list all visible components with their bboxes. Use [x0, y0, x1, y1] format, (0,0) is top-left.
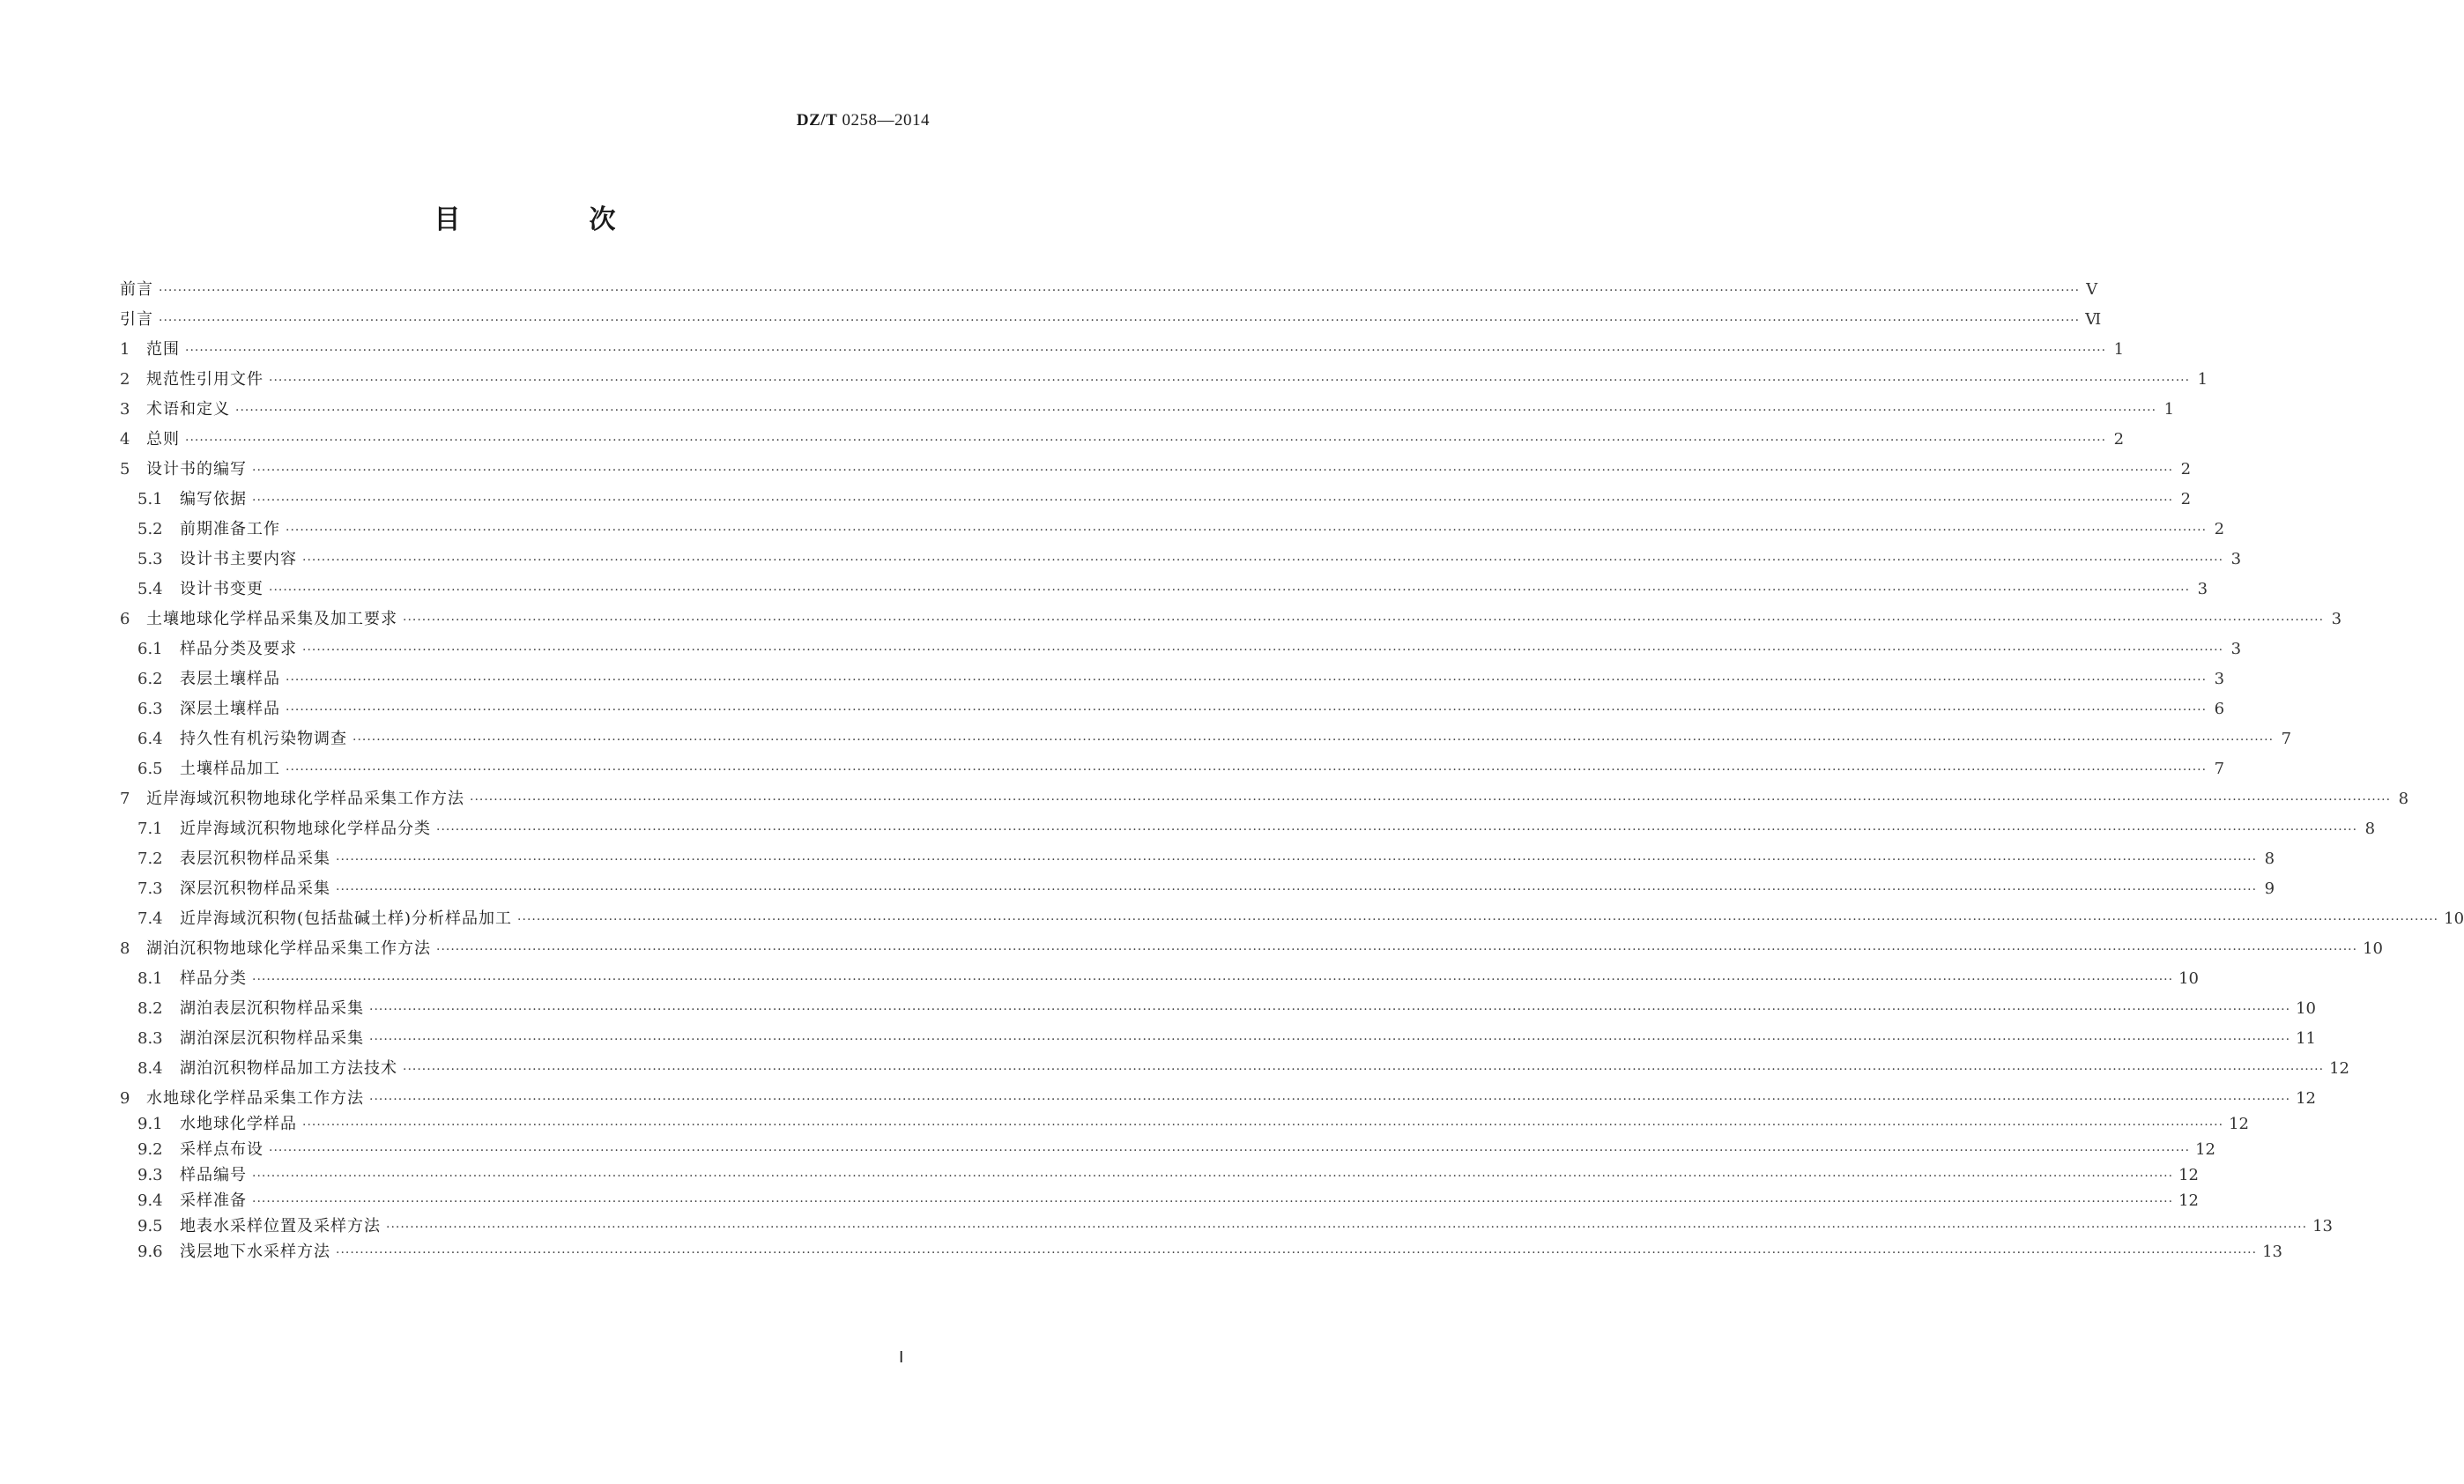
toc-entry[interactable]: [137, 1140, 2215, 1159]
toc-entry[interactable]: [137, 640, 2242, 658]
toc-entry-number: 7.4: [137, 909, 163, 928]
toc-leader-dots: ················································································································································································································································································································································································································: [470, 793, 2392, 807]
toc-entry-label: 规范性引用文件: [146, 370, 263, 389]
toc-leader-dots: ················································································································································································································································································································································································································: [436, 943, 2358, 957]
toc-entry-label: 湖泊表层沉积物样品采集: [180, 999, 364, 1018]
toc-entry-number: 6.2: [137, 670, 163, 688]
toc-entry-number: 9.1: [137, 1115, 163, 1133]
toc-entry[interactable]: [137, 1059, 2349, 1078]
toc-entry-label: 设计书的编写: [146, 460, 247, 479]
toc-entry-number: 8.2: [137, 999, 163, 1018]
toc-leader-dots: ················································································································································································································································································································································································································: [336, 1246, 2258, 1260]
toc-entry-number: 9: [120, 1089, 130, 1108]
toc-entry-number: 9.6: [137, 1243, 163, 1261]
toc-entry[interactable]: [120, 610, 2342, 628]
toc-entry[interactable]: [120, 370, 2208, 389]
toc-entry-number: 6.3: [137, 700, 163, 718]
toc-leader-dots: ················································································································································································································································································································································································································: [185, 434, 2107, 448]
toc-entry-page: 12: [2178, 1166, 2199, 1184]
toc-leader-dots: ················································································································································································································································································································································································································: [286, 703, 2208, 717]
toc-entry-page: 2: [2113, 430, 2125, 449]
toc-entry-page: 12: [2178, 1191, 2199, 1210]
toc-entry[interactable]: [120, 1089, 2316, 1108]
toc-entry-page: 8: [2264, 850, 2275, 868]
toc-entry-page: 1: [2113, 340, 2125, 359]
toc-entry[interactable]: [137, 999, 2316, 1018]
toc-entry[interactable]: [137, 520, 2225, 538]
toc-leader-dots: ················································································································································································································································································································································································································: [517, 913, 2439, 927]
page-title: 目 次: [434, 204, 667, 235]
toc-leader-dots: ················································································································································································································································································································································································································: [302, 553, 2224, 568]
standard-code-number: 0258—2014: [842, 111, 930, 130]
toc-entry-label: 深层沉积物样品采集: [180, 879, 330, 898]
toc-leader-dots: ················································································································································································································································································································································································································: [403, 1063, 2325, 1077]
toc-entry[interactable]: [137, 730, 2292, 748]
toc-entry-label: 设计书主要内容: [180, 550, 297, 568]
toc-leader-dots: ················································································································································································································································································································································································································: [436, 823, 2358, 837]
toc-leader-dots: ················································································································································································································································································································································································································: [302, 1118, 2224, 1132]
toc-entry-label: 湖泊沉积物地球化学样品采集工作方法: [146, 939, 431, 958]
toc-entry-label: 设计书变更: [180, 580, 263, 598]
toc-entry[interactable]: [137, 1115, 2249, 1133]
toc-entry-number: 5.4: [137, 580, 163, 598]
standard-code-prefix: DZ/T: [796, 111, 838, 130]
toc-leader-dots: ················································································································································································································································································································································································································: [252, 973, 2174, 987]
toc-entry-number: 8.4: [137, 1059, 163, 1078]
toc-entry[interactable]: [120, 790, 2409, 808]
toc-entry-number: 6.5: [137, 760, 163, 778]
toc-entry-label: 表层土壤样品: [180, 670, 280, 688]
toc-entry[interactable]: [137, 969, 2199, 988]
toc-entry[interactable]: [120, 430, 2125, 449]
toc-entry-number: 8.1: [137, 969, 163, 988]
toc-entry[interactable]: [137, 820, 2376, 838]
toc-entry[interactable]: [137, 1166, 2199, 1184]
toc-leader-dots: ················································································································································································································································································································································································································: [252, 464, 2174, 478]
toc-entry-number: 3: [120, 400, 130, 419]
toc-leader-dots: ················································································································································································································································································································································································································: [235, 404, 2157, 418]
toc-entry[interactable]: [120, 340, 2125, 359]
toc-entry-label: 术语和定义: [146, 400, 230, 419]
toc-entry[interactable]: [137, 879, 2275, 898]
toc-entry-label: 水地球化学样品: [180, 1115, 297, 1133]
toc-leader-dots: ················································································································································································································································································································································································································: [269, 583, 2191, 597]
toc-entry[interactable]: [137, 1243, 2282, 1261]
toc-leader-dots: ················································································································································································································································································································································································································: [252, 493, 2174, 508]
toc-entry-page: 2: [2180, 490, 2192, 508]
toc-entry-number: 6.1: [137, 640, 163, 658]
toc-entry-page: 3: [2331, 610, 2342, 628]
toc-entry-page: 8: [2398, 790, 2409, 808]
toc-entry-label: 浅层地下水采样方法: [180, 1243, 330, 1261]
toc-entry-number: 5: [120, 460, 130, 479]
toc-entry-page: Ⅴ: [2086, 280, 2098, 299]
toc-entry-page: 7: [2214, 760, 2225, 778]
toc-leader-dots: ················································································································································································································································································································································································································: [269, 374, 2191, 388]
toc-leader-dots: ················································································································································································································································································································································································································: [269, 1144, 2191, 1158]
toc-entry[interactable]: [120, 400, 2175, 419]
toc-entry-page: 13: [2262, 1243, 2282, 1261]
toc-entry-label: 编写依据: [180, 490, 247, 508]
toc-entry-number: 9.3: [137, 1166, 163, 1184]
toc-entry[interactable]: [137, 1217, 2333, 1235]
toc-entry[interactable]: [137, 1191, 2199, 1210]
toc-entry-number: 7.1: [137, 820, 163, 838]
toc-leader-dots: ················································································································································································································································································································································································································: [336, 883, 2258, 897]
toc-leader-dots: ················································································································································································································································································································································································································: [159, 314, 2081, 328]
toc-entry-label: 前言: [120, 280, 153, 299]
toc-entry-label: 持久性有机污染物调查: [180, 730, 347, 748]
toc-leader-dots: ················································································································································································································································································································································································································: [185, 344, 2107, 358]
toc-leader-dots: ················································································································································································································································································································································································································: [369, 1093, 2291, 1107]
toc-entry[interactable]: [137, 760, 2225, 778]
toc-entry-label: 前期准备工作: [180, 520, 280, 538]
toc-leader-dots: ················································································································································································································································································································································································································: [369, 1003, 2291, 1017]
toc-entry-page: 3: [2214, 670, 2225, 688]
toc-leader-dots: ················································································································································································································································································································································································································: [386, 1221, 2308, 1235]
toc-entry[interactable]: [137, 490, 2192, 508]
toc-entry-page: 3: [2197, 580, 2208, 598]
toc-entry-label: 深层土壤样品: [180, 700, 280, 718]
toc-entry-number: 6.4: [137, 730, 163, 748]
toc-entry-page: 3: [2230, 640, 2242, 658]
toc-entry-page: 12: [2229, 1115, 2249, 1133]
toc-entry-page: 6: [2214, 700, 2225, 718]
toc-entry-label: 样品分类及要求: [180, 640, 297, 658]
toc-entry[interactable]: [137, 550, 2242, 568]
toc-entry-number: 5.3: [137, 550, 163, 568]
toc-entry-number: 7: [120, 790, 130, 808]
toc-entry[interactable]: [137, 580, 2208, 598]
toc-leader-dots: ················································································································································································································································································································································································································: [252, 1195, 2174, 1209]
page-number: Ⅰ: [899, 1348, 904, 1366]
toc-entry-number: 9.5: [137, 1217, 163, 1235]
toc-leader-dots: ················································································································································································································································································································································································································: [403, 613, 2325, 627]
toc-entry-page: 12: [2195, 1140, 2215, 1159]
toc-entry[interactable]: [137, 700, 2225, 718]
toc-entry-label: 采样准备: [180, 1191, 247, 1210]
toc-entry-label: 范围: [146, 340, 180, 359]
toc-entry-label: 土壤地球化学样品采集及加工要求: [146, 610, 397, 628]
toc-entry-label: 地表水采样位置及采样方法: [180, 1217, 381, 1235]
toc-entry-label: 引言: [120, 310, 153, 329]
toc-entry-page: 3: [2230, 550, 2242, 568]
toc-entry-number: 2: [120, 370, 130, 389]
toc-entry-label: 样品分类: [180, 969, 247, 988]
toc-entry-label: 近岸海域沉积物(包括盐碱土样)分析样品加工: [180, 909, 513, 928]
toc-entry[interactable]: [120, 280, 2098, 299]
toc-entry[interactable]: [120, 460, 2192, 479]
toc-entry-number: 9.4: [137, 1191, 163, 1210]
toc-entry-number: 9.2: [137, 1140, 163, 1159]
toc-entry-number: 1: [120, 340, 130, 359]
toc-entry[interactable]: [120, 939, 2383, 958]
toc-entry-label: 近岸海域沉积物地球化学样品分类: [180, 820, 431, 838]
toc-entry[interactable]: [137, 850, 2275, 868]
toc-leader-dots: ················································································································································································································································································································································································································: [369, 1033, 2291, 1047]
toc-entry-page: 10: [2178, 969, 2199, 988]
toc-entry-page: 8: [2364, 820, 2376, 838]
toc-entry[interactable]: [137, 909, 2464, 928]
standard-code: [797, 111, 930, 130]
toc-entry-label: 湖泊深层沉积物样品采集: [180, 1029, 364, 1048]
toc-entry-number: 7.3: [137, 879, 163, 898]
toc-entry-page: 10: [2444, 909, 2464, 928]
toc-entry-page: 1: [2197, 370, 2208, 389]
toc-entry-page: 11: [2296, 1029, 2316, 1048]
toc-entry-page: Ⅵ: [2085, 310, 2102, 329]
toc-entry-number: 4: [120, 430, 130, 449]
toc-entry-page: 12: [2329, 1059, 2349, 1078]
toc-entry-number: 6: [120, 610, 130, 628]
toc-entry-page: 9: [2264, 879, 2275, 898]
toc-entry-label: 湖泊沉积物样品加工方法技术: [180, 1059, 397, 1078]
toc-leader-dots: ················································································································································································································································································································································································································: [159, 284, 2081, 298]
toc-entry[interactable]: [137, 670, 2225, 688]
toc-entry-label: 水地球化学样品采集工作方法: [146, 1089, 364, 1108]
toc-entry-page: 2: [2214, 520, 2225, 538]
toc-entry-label: 总则: [146, 430, 180, 449]
toc-entry[interactable]: [137, 1029, 2316, 1048]
toc-entry-number: 7.2: [137, 850, 163, 868]
toc-leader-dots: ················································································································································································································································································································································································································: [353, 733, 2275, 747]
toc-entry-number: 5.2: [137, 520, 163, 538]
toc-entry-label: 土壤样品加工: [180, 760, 280, 778]
toc-entry-number: 8: [120, 939, 130, 958]
toc-entry-page: 1: [2163, 400, 2175, 419]
toc-entry-page: 10: [2296, 999, 2316, 1018]
toc-leader-dots: ················································································································································································································································································································································································································: [286, 763, 2208, 777]
toc-entry-page: 10: [2363, 939, 2383, 958]
toc-leader-dots: ················································································································································································································································································································································································································: [286, 673, 2208, 687]
toc-entry-page: 2: [2180, 460, 2192, 479]
toc-entry[interactable]: [120, 310, 2102, 329]
toc-leader-dots: ················································································································································································································································································································································································································: [302, 643, 2224, 657]
toc-entry-number: 5.1: [137, 490, 163, 508]
toc-entry-page: 7: [2281, 730, 2292, 748]
toc-leader-dots: ················································································································································································································································································································································································································: [252, 1169, 2174, 1183]
toc-leader-dots: ················································································································································································································································································································································································································: [336, 853, 2258, 867]
toc-entry-label: 近岸海域沉积物地球化学样品采集工作方法: [146, 790, 464, 808]
toc-entry-label: 采样点布设: [180, 1140, 263, 1159]
toc-entry-label: 样品编号: [180, 1166, 247, 1184]
toc-entry-page: 12: [2296, 1089, 2316, 1108]
toc-entry-number: 8.3: [137, 1029, 163, 1048]
toc-entry-label: 表层沉积物样品采集: [180, 850, 330, 868]
toc-leader-dots: ················································································································································································································································································································································································································: [286, 523, 2208, 538]
toc-entry-page: 13: [2312, 1217, 2333, 1235]
